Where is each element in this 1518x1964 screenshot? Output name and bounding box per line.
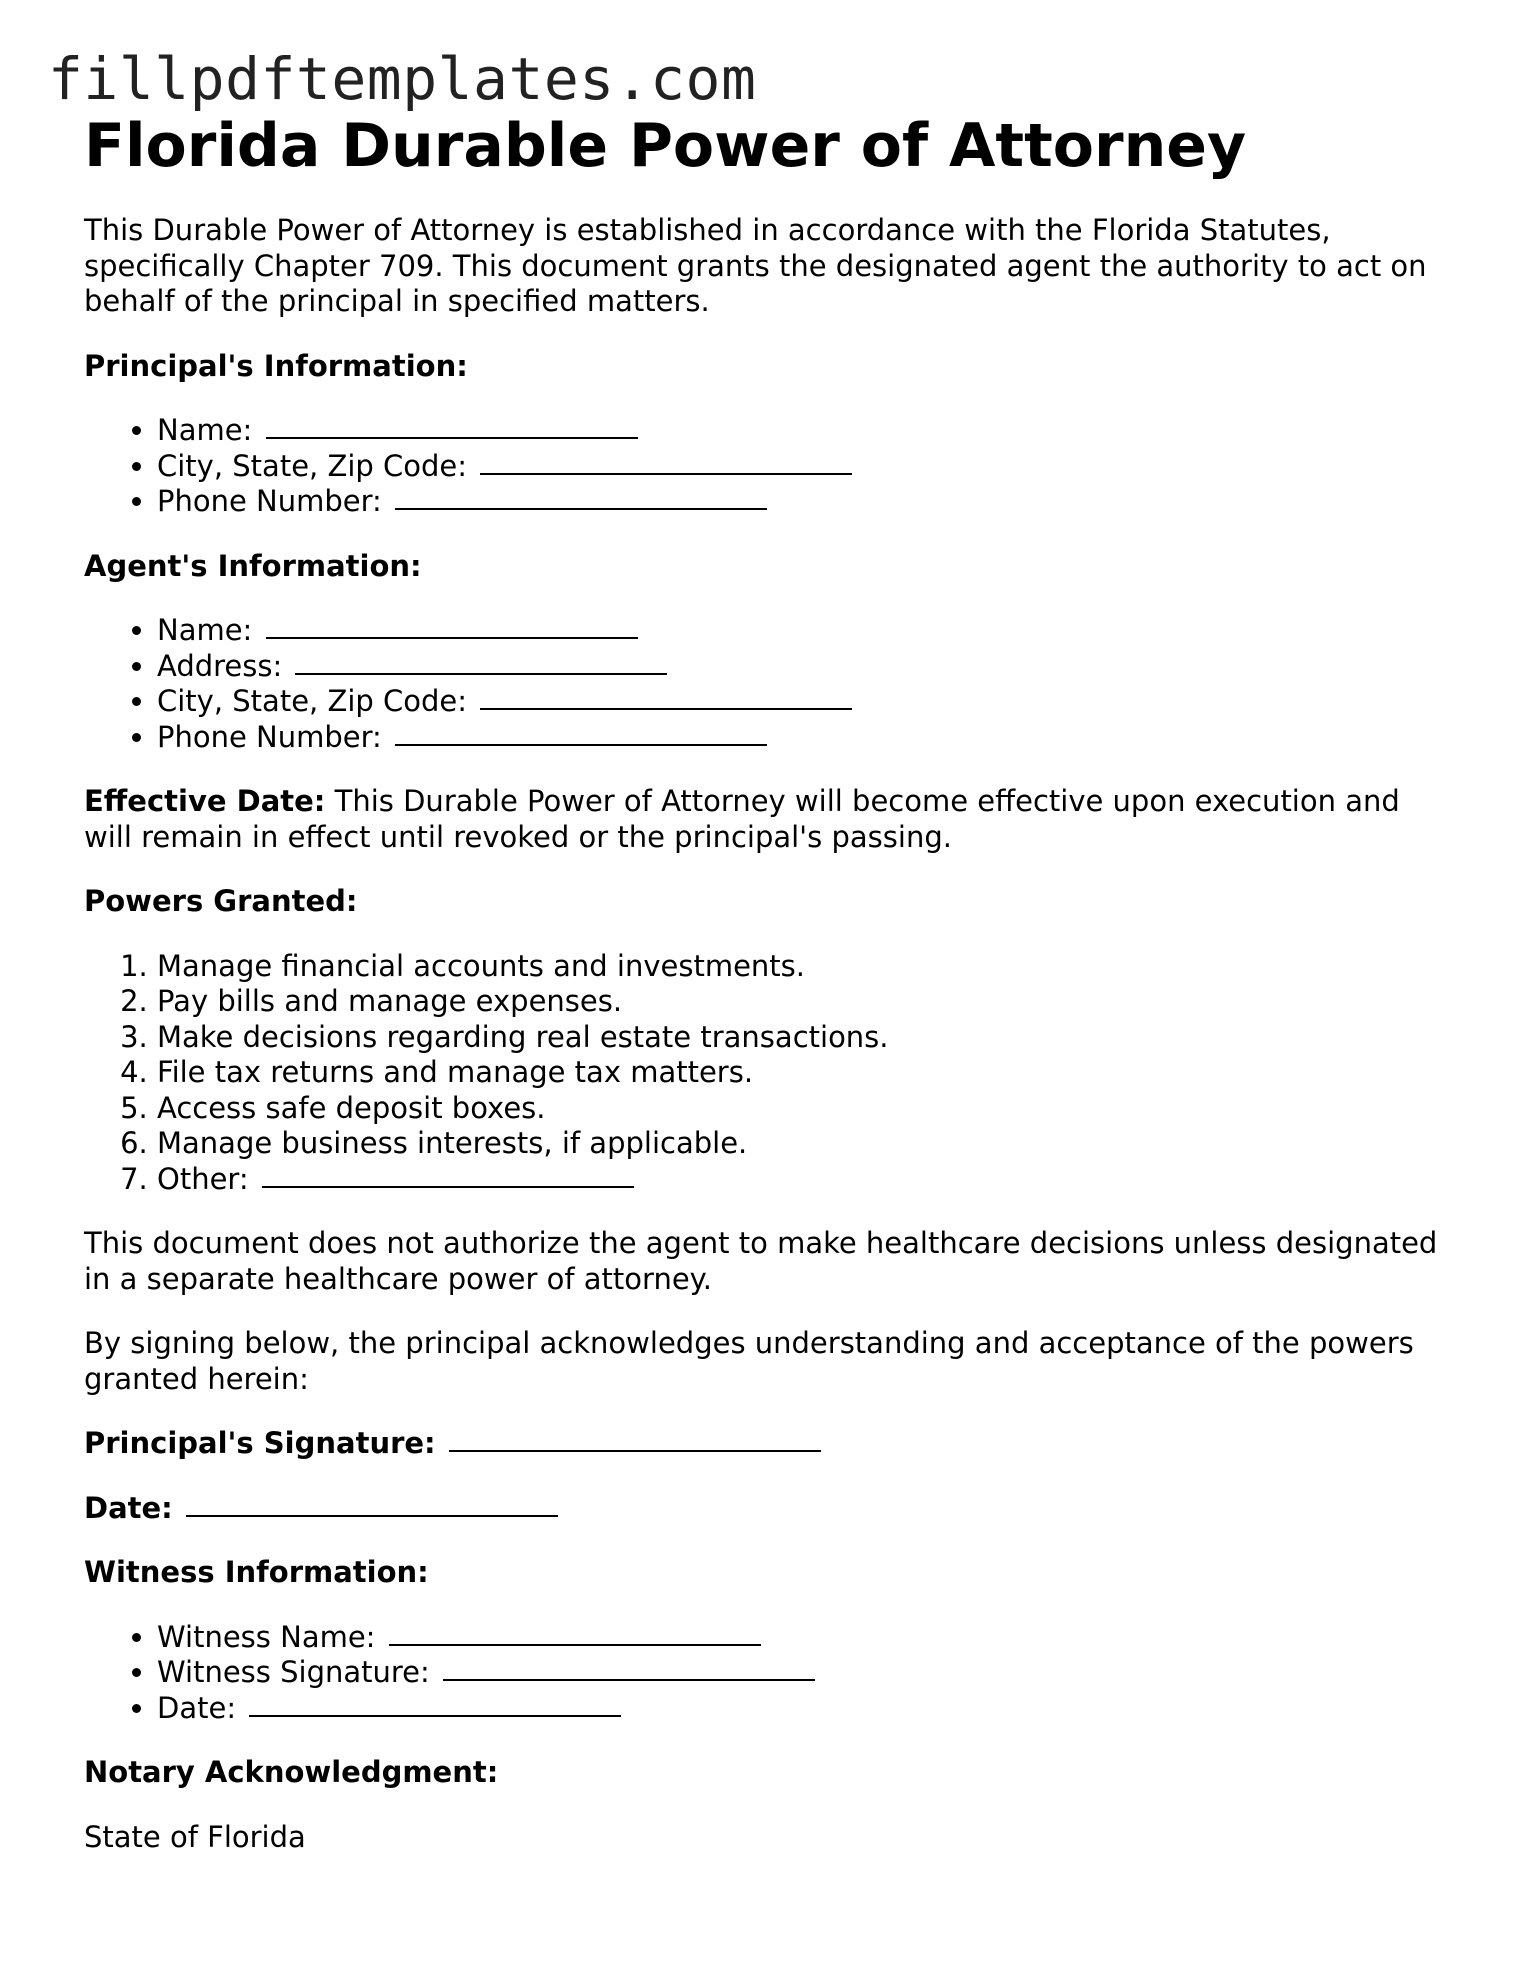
principal-phone-blank[interactable] — [395, 508, 767, 510]
witness-info-heading: Witness Information: — [84, 1555, 429, 1589]
document-page — [84, 108, 1444, 1855]
document-title: Florida Durable Power of Attorney — [84, 111, 1247, 181]
principal-name-item: • Name: — [157, 413, 1444, 449]
acknowledgment-paragraph: By signing below, the principal acknowledges understanding and acceptance of the powers granted herein: — [84, 1326, 1414, 1396]
witness-name-blank[interactable] — [389, 1644, 761, 1646]
agent-phone-item: • Phone Number: — [157, 720, 1444, 756]
agent-phone-blank[interactable] — [395, 744, 767, 746]
principal-info-heading: Principal's Information: — [84, 348, 468, 383]
witness-signature-blank[interactable] — [443, 1679, 815, 1681]
agent-name-blank[interactable] — [266, 637, 638, 639]
power-other-blank[interactable] — [262, 1186, 634, 1188]
agent-city-item: • City, State, Zip Code: — [157, 684, 1444, 720]
power-item: 2. Pay bills and manage expenses. — [157, 984, 1444, 1020]
signature-date-line: Date: — [84, 1491, 1444, 1527]
effective-date-label: Effective Date: — [84, 784, 326, 818]
principal-city-item: • City, State, Zip Code: — [157, 449, 1444, 485]
agent-name-item: • Name: — [157, 613, 1444, 649]
power-item: 3. Make decisions regarding real estate transactions. — [157, 1020, 1444, 1056]
witness-date-blank[interactable] — [249, 1715, 621, 1717]
powers-heading: Powers Granted: — [84, 884, 358, 918]
principal-name-blank[interactable] — [266, 437, 638, 439]
principal-city-blank[interactable] — [480, 473, 852, 475]
principal-phone-item: • Phone Number: — [157, 484, 1444, 520]
agent-info-list — [84, 613, 1444, 755]
healthcare-note: This document does not authorize the agent to make healthcare decisions unless designated in a separate healthcare power of attorney. — [84, 1226, 1438, 1296]
effective-date-text: This Durable Power of Attorney will become effective upon execution and will remain in effect until revoked or the principal's passing. — [84, 784, 1400, 854]
power-item: 1. Manage financial accounts and investments. — [157, 949, 1444, 985]
intro-paragraph: This Durable Power of Attorney is established in accordance with the Florida Statutes, specifically Chapter 709. This document grants the designated agent the authority to act on behalf of the principal in specified matters. — [84, 213, 1427, 318]
power-item: 5. Access safe deposit boxes. — [157, 1091, 1444, 1127]
agent-info-heading: Agent's Information: — [84, 548, 422, 583]
principal-signature-blank[interactable] — [449, 1450, 821, 1452]
witness-signature-item: • Witness Signature: — [157, 1655, 1444, 1691]
notary-heading: Notary Acknowledgment: — [84, 1755, 499, 1789]
power-item: 4. File tax returns and manage tax matters. — [157, 1055, 1444, 1091]
witness-name-item: • Witness Name: — [157, 1620, 1444, 1656]
agent-address-blank[interactable] — [295, 673, 667, 675]
power-item: 6. Manage business interests, if applicable. — [157, 1126, 1444, 1162]
powers-list — [84, 949, 1444, 1198]
principal-signature-line: Principal's Signature: — [84, 1426, 1444, 1462]
notary-state: State of Florida — [84, 1819, 306, 1854]
power-item-other: 7. Other: — [157, 1162, 1444, 1198]
witness-info-list — [84, 1620, 1444, 1727]
agent-address-item: • Address: — [157, 649, 1444, 685]
principal-info-list — [84, 413, 1444, 520]
signature-date-blank[interactable] — [186, 1515, 558, 1517]
agent-city-blank[interactable] — [480, 708, 852, 710]
witness-date-item: • Date: — [157, 1691, 1444, 1727]
watermark-text: fillpdftemplates.com — [48, 45, 757, 113]
effective-date-paragraph — [84, 784, 1444, 855]
